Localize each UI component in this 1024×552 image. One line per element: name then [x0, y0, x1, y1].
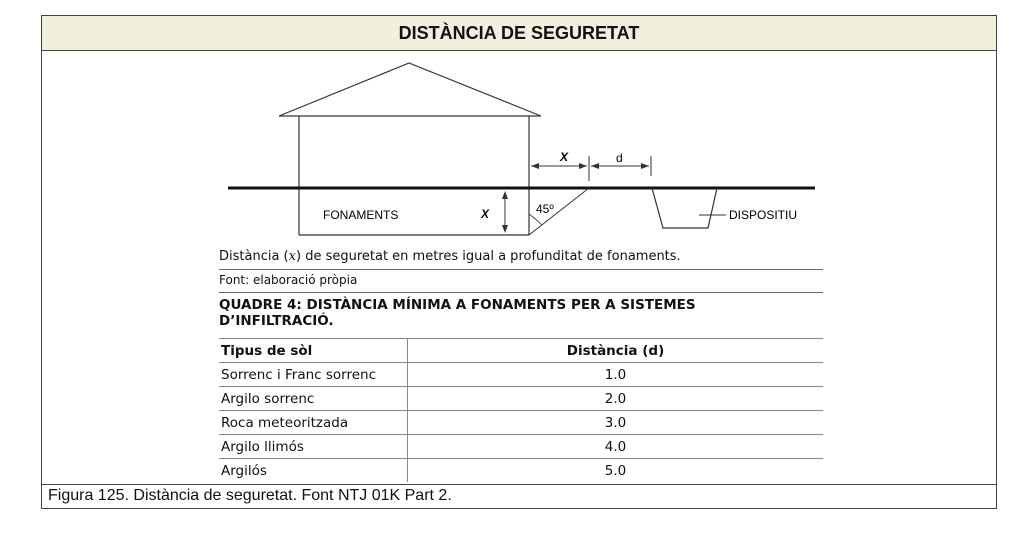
cell-soil: Argilo llimós [219, 435, 408, 459]
cell-soil: Sorrenc i Franc sorrenc [219, 363, 408, 387]
quadre-title [219, 297, 779, 329]
label-angle: 45º [536, 202, 554, 216]
table-header-row [219, 339, 823, 363]
note-var: x [288, 249, 296, 264]
rule [219, 292, 823, 293]
distance-note [219, 249, 681, 264]
table-row [219, 459, 823, 483]
cell-distance: 5.0 [408, 459, 824, 483]
table-row [219, 387, 823, 411]
table-row [219, 435, 823, 459]
cell-distance: 4.0 [408, 435, 824, 459]
figure-frame [41, 15, 997, 509]
source-note: Font: elaboració pròpia [219, 273, 358, 287]
cell-soil: Argilós [221, 462, 267, 479]
label-dispositiu: DISPOSITIU [729, 208, 798, 222]
cell-distance: 3.0 [408, 411, 824, 435]
cell-soil: Argilo sorrenc [219, 387, 408, 411]
table-row [219, 363, 823, 387]
cell-distance: 2.0 [408, 387, 824, 411]
device-trench [652, 188, 717, 228]
soil-distance-table [219, 338, 823, 482]
table-row [219, 411, 823, 435]
cell-distance: 1.0 [408, 363, 824, 387]
note-pre: Distància ( [219, 249, 289, 264]
label-d: d [616, 151, 623, 165]
quadre-title-line2: D’INFILTRACIÓ. [219, 313, 334, 329]
header-distance: Distància (d) [408, 339, 824, 363]
header-soil-type: Tipus de sòl [219, 339, 408, 363]
label-x-side: X [481, 207, 490, 221]
note-post: ) de seguretat en metres igual a profunditat de fonaments. [295, 249, 681, 264]
figure-caption: Figura 125. Distància de seguretat. Font NTJ 01K Part 2. [42, 484, 996, 508]
quadre-title-line1: QUADRE 4: DISTÀNCIA MÍNIMA A FONAMENTS PER A SISTEMES [219, 297, 696, 313]
figure-title: DISTÀNCIA DE SEGURETAT [42, 16, 996, 51]
rule [219, 269, 823, 270]
safety-distance-diagram [42, 16, 996, 256]
label-fonaments: FONAMENTS [323, 208, 399, 222]
house-roof [279, 63, 541, 116]
cell-soil: Roca meteoritzada [219, 411, 408, 435]
label-x-top: X [560, 150, 569, 164]
